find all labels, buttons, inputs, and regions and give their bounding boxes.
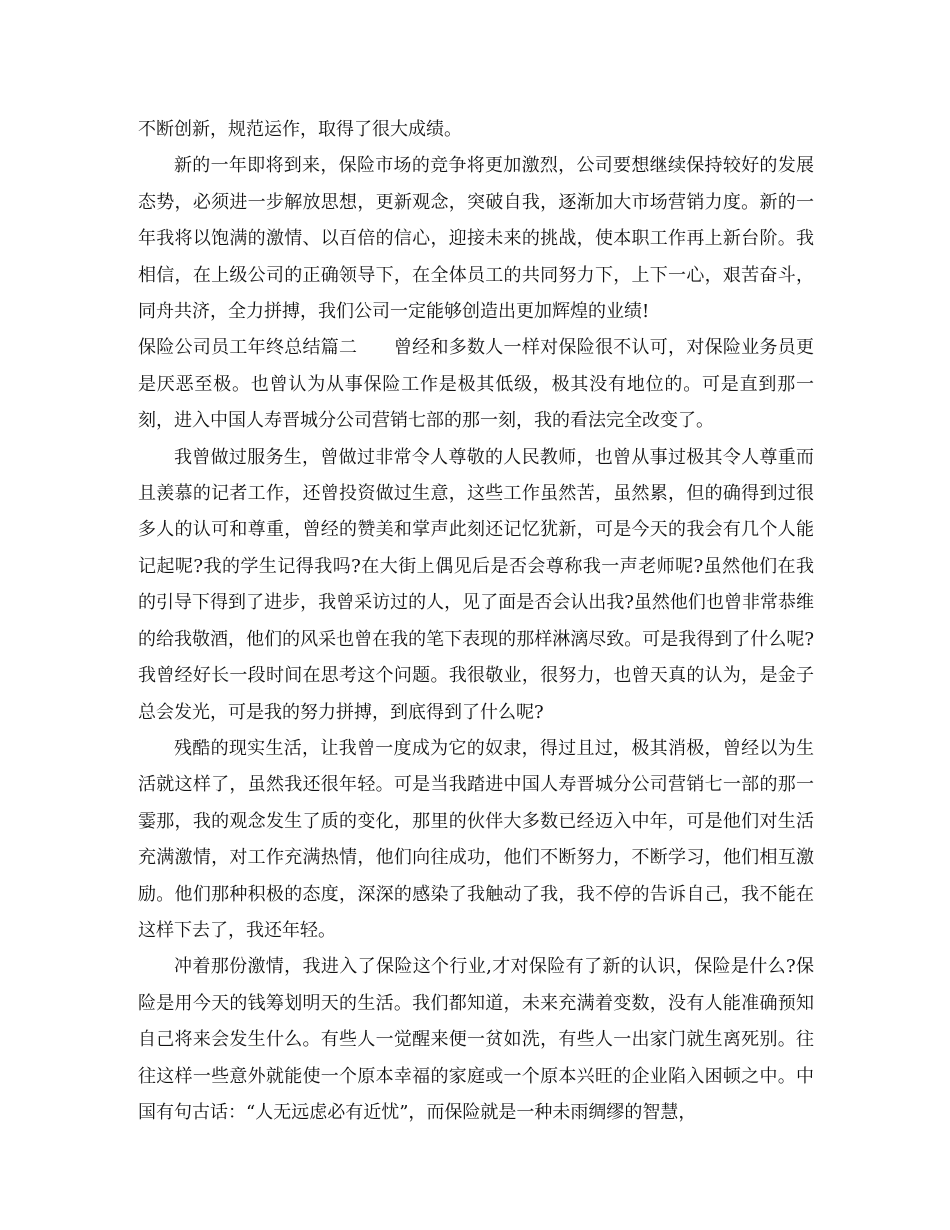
document-body	[138, 112, 814, 1131]
paragraph-section-two-intro: 保险公司员工年终总结篇二 曾经和多数人一样对保险很不认可，对保险业务员更是厌恶至极。也曾认为从事保险工作是极其低级，极其没有地位的。可是直到那一刻，进入中国人寿晋城分公司营销七部的那一刻，我的看法完全改变了。	[138, 337, 814, 432]
paragraph-continuation: 不断创新，规范运作，取得了很大成绩。	[138, 119, 462, 140]
paragraph-new-year-outlook: 新的一年即将到来，保险市场的竞争将更加激烈，公司要想继续保持较好的发展态势，必须进一步解放思想，更新观念，突破自我，逐渐加大市场营销力度。新的一年我将以饱满的激情、以百倍的信心，迎接未来的挑战，使本职工作再上新台阶。我相信，在上级公司的正确领导下，在全体员工的共同努力下，上下一心，艰苦奋斗，同舟共济，全力拼搏，我们公司一定能够创造出更加辉煌的业绩!	[138, 155, 814, 323]
paragraph-past-jobs: 我曾做过服务生，曾做过非常令人尊敬的人民教师，也曾从事过极其令人尊重而且羡慕的记者工作，还曾投资做过生意，这些工作虽然苦，虽然累，但的确得到过很多人的认可和尊重，曾经的赞美和掌声此刻还记忆犹新，可是今天的我会有几个人能记起呢?我的学生记得我吗?在大街上偶见后是否会尊称我一声老师呢?虽然他们在我的引导下得到了进步，我曾采访过的人，见了面是否会认出我?虽然他们也曾非常恭维的给我敬酒，他们的风采也曾在我的笔下表现的那样淋漓尽致。可是我得到了什么呢?我曾经好长一段时间在思考这个问题。我很敬业，很努力，也曾天真的认为，是金子总会发光，可是我的努力拼搏，到底得到了什么呢?	[138, 446, 814, 723]
paragraph-insurance-meaning: 冲着那份激情，我进入了保险这个行业,才对保险有了新的认识，保险是什么?保险是用今天的钱筹划明天的生活。我们都知道，未来充满着变数，没有人能准确预知自己将来会发生什么。有些人一觉醒来便一贫如洗，有些人一出家门就生离死别。往往这样一些意外就能使一个原本幸福的家庭或一个原本兴旺的企业陷入困顿之中。中国有句古话：“人无远虑必有近忧”，而保险就是一种未雨绸缪的智慧，	[138, 956, 814, 1123]
paragraph-harsh-reality: 残酷的现实生活，让我曾一度成为它的奴隶，得过且过，极其消极，曾经以为生活就这样了，虽然我还很年轻。可是当我踏进中国人寿晋城分公司营销七一部的那一霎那，我的观念发生了质的变化，那里的伙伴大多数已经迈入中年，可是他们对生活充满激情，对工作充满热情，他们向往成功，他们不断努力，不断学习，他们相互激励。他们那种积极的态度，深深的感染了我触动了我，我不停的告诉自己，我不能在这样下去了，我还年轻。	[138, 737, 814, 941]
